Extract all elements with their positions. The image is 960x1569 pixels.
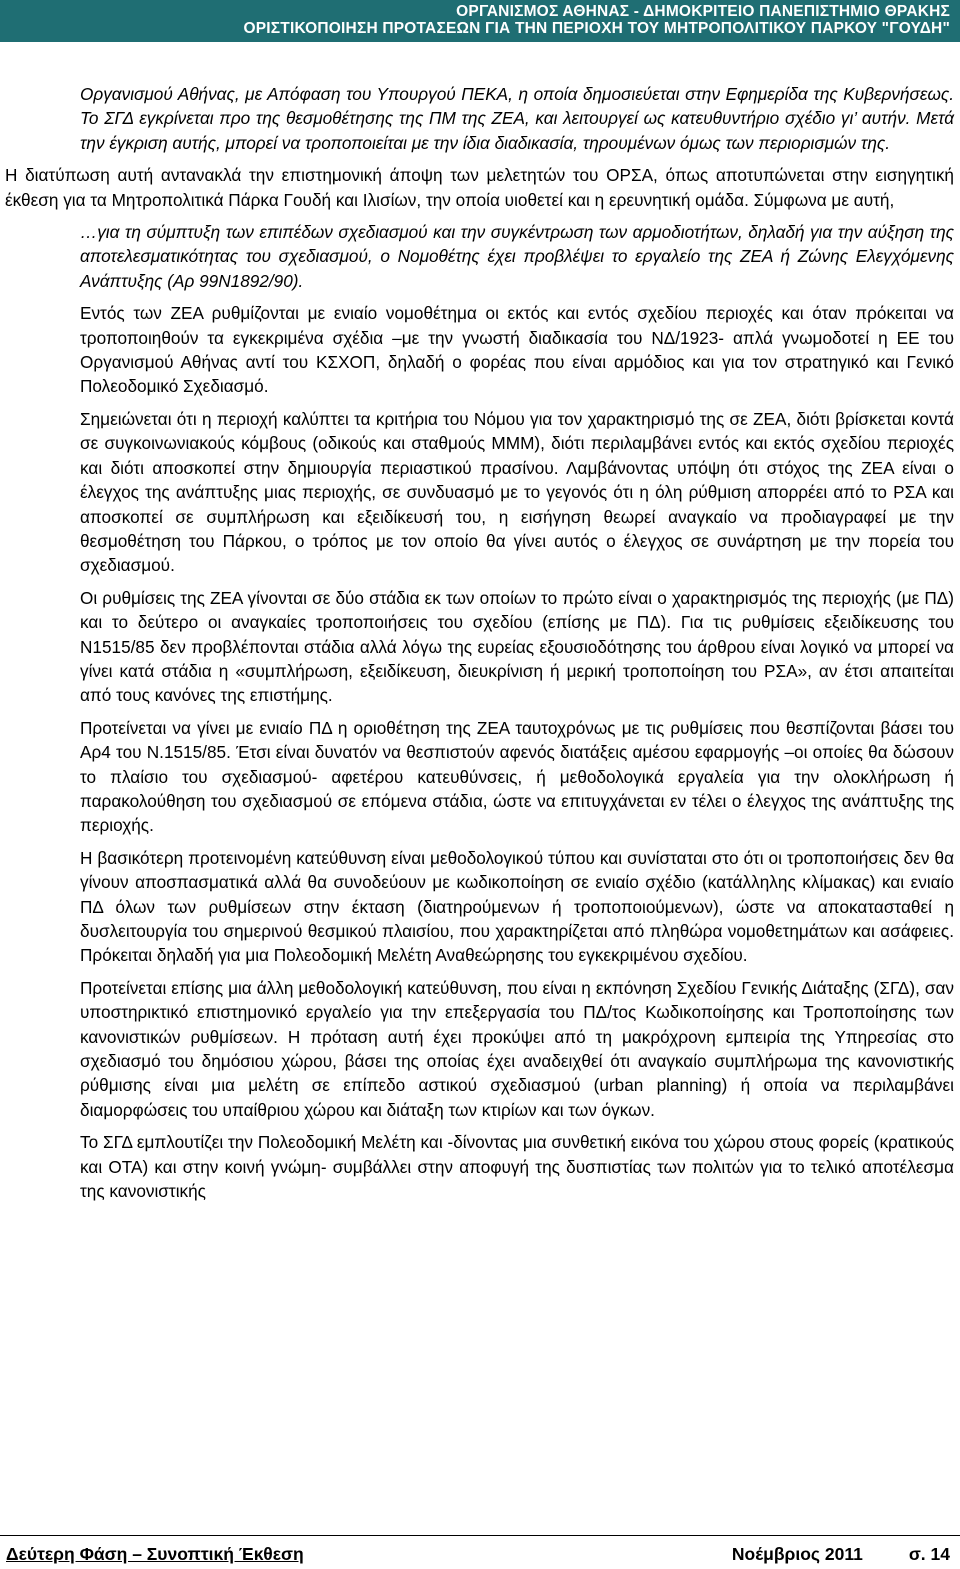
paragraph-sgd-enrichment: Το ΣΓΔ εμπλουτίζει την Πολεοδομική Μελέτη και -δίνοντας μια συνθετική εικόνα του χώρου στους φορείς (κρατικούς και ΟΤΑ) και στην κοινή γνώμη- συμβάλλει στην αποφυγή της δυσπιστίας των πολιτών για το τελικό αποτέλεσμα της κανονιστικής bbox=[80, 1132, 954, 1202]
header-organization: ΟΡΓΑΝΙΣΜΟΣ ΑΘΗΝΑΣ - ΔΗΜΟΚΡΙΤΕΙΟ ΠΑΝΕΠΙΣΤΗΜΙΟ ΘΡΑΚΗΣ bbox=[456, 3, 950, 20]
header-project-title: ΟΡΙΣΤΙΚΟΠΟΙΗΣΗ ΠΡΟΤΑΣΕΩΝ ΓΙΑ ΤΗΝ ΠΕΡΙΟΧΗ ΤΟΥ ΜΗΤΡΟΠΟΛΙΤΙΚΟΥ ΠΑΡΚΟΥ "ΓΟΥΔΗ" bbox=[243, 20, 950, 37]
paragraph-proposal-pd: Προτείνεται να γίνει με ενιαίο ΠΔ η οριοθέτηση της ΖΕΑ ταυτοχρόνως με τις ρυθμίσεις που θεσπίζονται βάσει του Αρ4 του Ν.1515/85. Έτσι είναι δυνατόν να θεσπιστούν αφενός διατάξεις αμέσου εφαρμογής –οι οποίες θα δώσουν το πλαίσιο του σχεδιασμού- αφετέρου κατευθύνσεις, ή μεθοδολογικά εργαλεία για την ολοκλήρωση ή παρακολούθηση του σχεδιασμού σε επόμενα στάδια, ώστε να επιτυγχάνεται εν τέλει ο έλεγχος της ανάπτυξης της περιοχής. bbox=[80, 717, 954, 836]
paragraph-continuation: Οργανισμού Αθήνας, με Απόφαση του Υπουργού ΠΕΚΑ, η οποία δημοσιεύεται στην Εφημερίδα της Κυβερνήσεως. Το ΣΓΔ εγκρίνεται προ της θεσμοθέτησης της ΠΜ της ΖΕΑ, και λειτουργεί ως κατευθυντήριο σχέδιο γι’ αυτήν. Μετά την έγκριση αυτής, μπορεί να τροποποιείται με την ίδια διαδικασία, τηρουμένων όμως των περιορισμών της. bbox=[80, 84, 954, 153]
document-body bbox=[5, 82, 954, 1211]
paragraph-sgd-proposal: Προτείνεται επίσης μια άλλη μεθοδολογική κατεύθυνση, που είναι η εκπόνηση Σχεδίου Γενικής Διάταξης (ΣΓΔ), σαν υποστηρικτικό επιστημονικό εργαλείο για την επεξεργασία του ΠΔ/τος Κωδικοποίησης και Τροποποίησης των κανονιστικών ρυθμίσεων. Η πρόταση αυτή έχει προκύψει από τη μακρόχρονη εμπειρία της Υπηρεσίας στο σχεδιασμό του δημόσιου χώρου, βάσει της οποίας έχει αναδειχθεί ότι αναγκαίο συμπλήρωμα της κανονιστικής ρύθμισης είναι μια μελέτη σε επίπεδο αστικού σχεδιασμού (urban planning) ή οποία να περιλαμβάνει διαμορφώσεις του υπαίθριου χώρου και διάταξη των κτιρίων και των όγκων. bbox=[80, 977, 954, 1120]
paragraph-quote: …για τη σύμπτυξη των επιπέδων σχεδιασμού και την συγκέντρωση των αρμοδιοτήτων, δηλαδή για την αύξηση της αποτελεσματικότητας του σχεδιασμού, ο Νομοθέτης έχει προβλέψει το εργαλείο της ΖΕΑ ή Ζώνης Ελεγχόμενης Ανάπτυξης (Αρ 99Ν1892/90). bbox=[80, 222, 954, 291]
paragraph-orsa-view bbox=[5, 163, 954, 212]
document-footer bbox=[0, 1535, 960, 1564]
paragraph-zea-criteria: Σημειώνεται ότι η περιοχή καλύπτει τα κριτήρια του Νόμου για τον χαρακτηρισμό της σε ΖΕΑ, διότι βρίσκεται κοντά σε συγκοινωνιακούς κόμβους (οδικούς και σταθμούς ΜΜΜ), διότι περιλαμβάνει εντός και εκτός σχεδίου περιοχές και διότι αποσκοπεί στην δημιουργία περιαστικού πρασίνου. Λαμβάνοντας υπόψη ότι στόχος της ΖΕΑ είναι ο έλεγχος της ανάπτυξης μιας περιοχής, σε συνδυασμό με το γεγονός ότι η όλη ρύθμιση απορρέει από το ΡΣΑ και αποσκοπεί σε συμπλήρωση και εξειδίκευσή του, η εισήγηση θεωρεί αναγκαίο να προδιαγραφεί με την θεσμοθέτηση του Πάρκου, ο τρόπος με τον οποίο θα γίνει αυτός ο έλεγχος σε συνάρτηση με την πορεία του σχεδιασμού. bbox=[80, 408, 954, 576]
paragraph-zea-scope: Εντός των ΖΕΑ ρυθμίζονται με ενιαίο νομοθέτημα οι εκτός και εντός σχεδίου περιοχές και όταν πρόκειται να τροποποιηθούν τα εγκεκριμένα σχέδια –με την γνωστή διαδικασία του ΝΔ/1923- απλά γνωμοδοτεί η ΕΕ του Οργανισμού Αθήνας αντί του ΚΣΧΟΠ, δηλαδή ο φορέας που είναι αρμόδιος και για τον στρατηγικό και Γενικό Πολεοδομικό Σχεδιασμό. bbox=[80, 303, 954, 397]
paragraph-main-direction: Η βασικότερη προτεινομένη κατεύθυνση είναι μεθοδολογικού τύπου και συνίσταται στο ότι οι τροποποιήσεις δεν θα γίνουν αποσπασματικά αλλά θα συνοδεύουν με κωδικοποίηση σε ενιαίο σχέδιο (κατάλληλης κλίμακας) και ενιαίο ΠΔ όλων των ρυθμίσεων στην έκταση (διατηρούμενων ή τροποποιούμενων), ώστε να αποκατασταθεί η δυσλειτουργία του σημερινού θεσμικού πλαισίου, που χαρακτηρίζεται από πληθώρα νομοθετημάτων και ασάφειες. Πρόκειται δηλαδή για μια Πολεοδομική Μελέτη Αναθεώρησης του εγκεκριμένου σχεδίου. bbox=[80, 847, 954, 966]
footer-page-number: σ. 14 bbox=[908, 1544, 950, 1564]
paragraph-orsa-view-text: Η διατύπωση αυτή αντανακλά την επιστημονική άποψη των μελετητών του ΟΡΣΑ, όπως αποτυπώνεται στην εισηγητική έκθεση για τα Μητροπολιτικά Πάρκα Γουδή και Ιλισίων, την οποία υιοθετεί και η ερευνητική ομάδα. bbox=[5, 165, 954, 210]
paragraph-zea-stages: Οι ρυθμίσεις της ΖΕΑ γίνονται σε δύο στάδια εκ των οποίων το πρώτο είναι ο χαρακτηρισμός της περιοχής (με ΠΔ) και το δεύτερο οι αναγκαίες τροποποιήσεις του σχεδίου (επίσης με ΠΔ). Για τις ρυθμίσεις εξειδίκευσης του Ν1515/85 δεν προβλέπονται στάδια αλλά λόγω της ευρείας εξουσιοδότησης του άρθρου είναι λογικό να μπορεί να γίνει κατά στάδια η «συμπλήρωση, εξειδίκευση, διευκρίνιση ή μερική τροποποίηση του ΡΣΑ», αν έτσι απαιτείται από τους κανόνες της επιστήμης. bbox=[80, 587, 954, 706]
footer-phase-title: Δεύτερη Φάση – Συνοπτική Έκθεση bbox=[6, 1544, 304, 1564]
paragraph-orsa-view-lead: Σύμφωνα με αυτή, bbox=[748, 189, 895, 210]
footer-date: Νοέμβριος 2011 bbox=[731, 1544, 863, 1564]
document-header bbox=[0, 0, 960, 42]
footer-date-page bbox=[732, 1544, 950, 1565]
